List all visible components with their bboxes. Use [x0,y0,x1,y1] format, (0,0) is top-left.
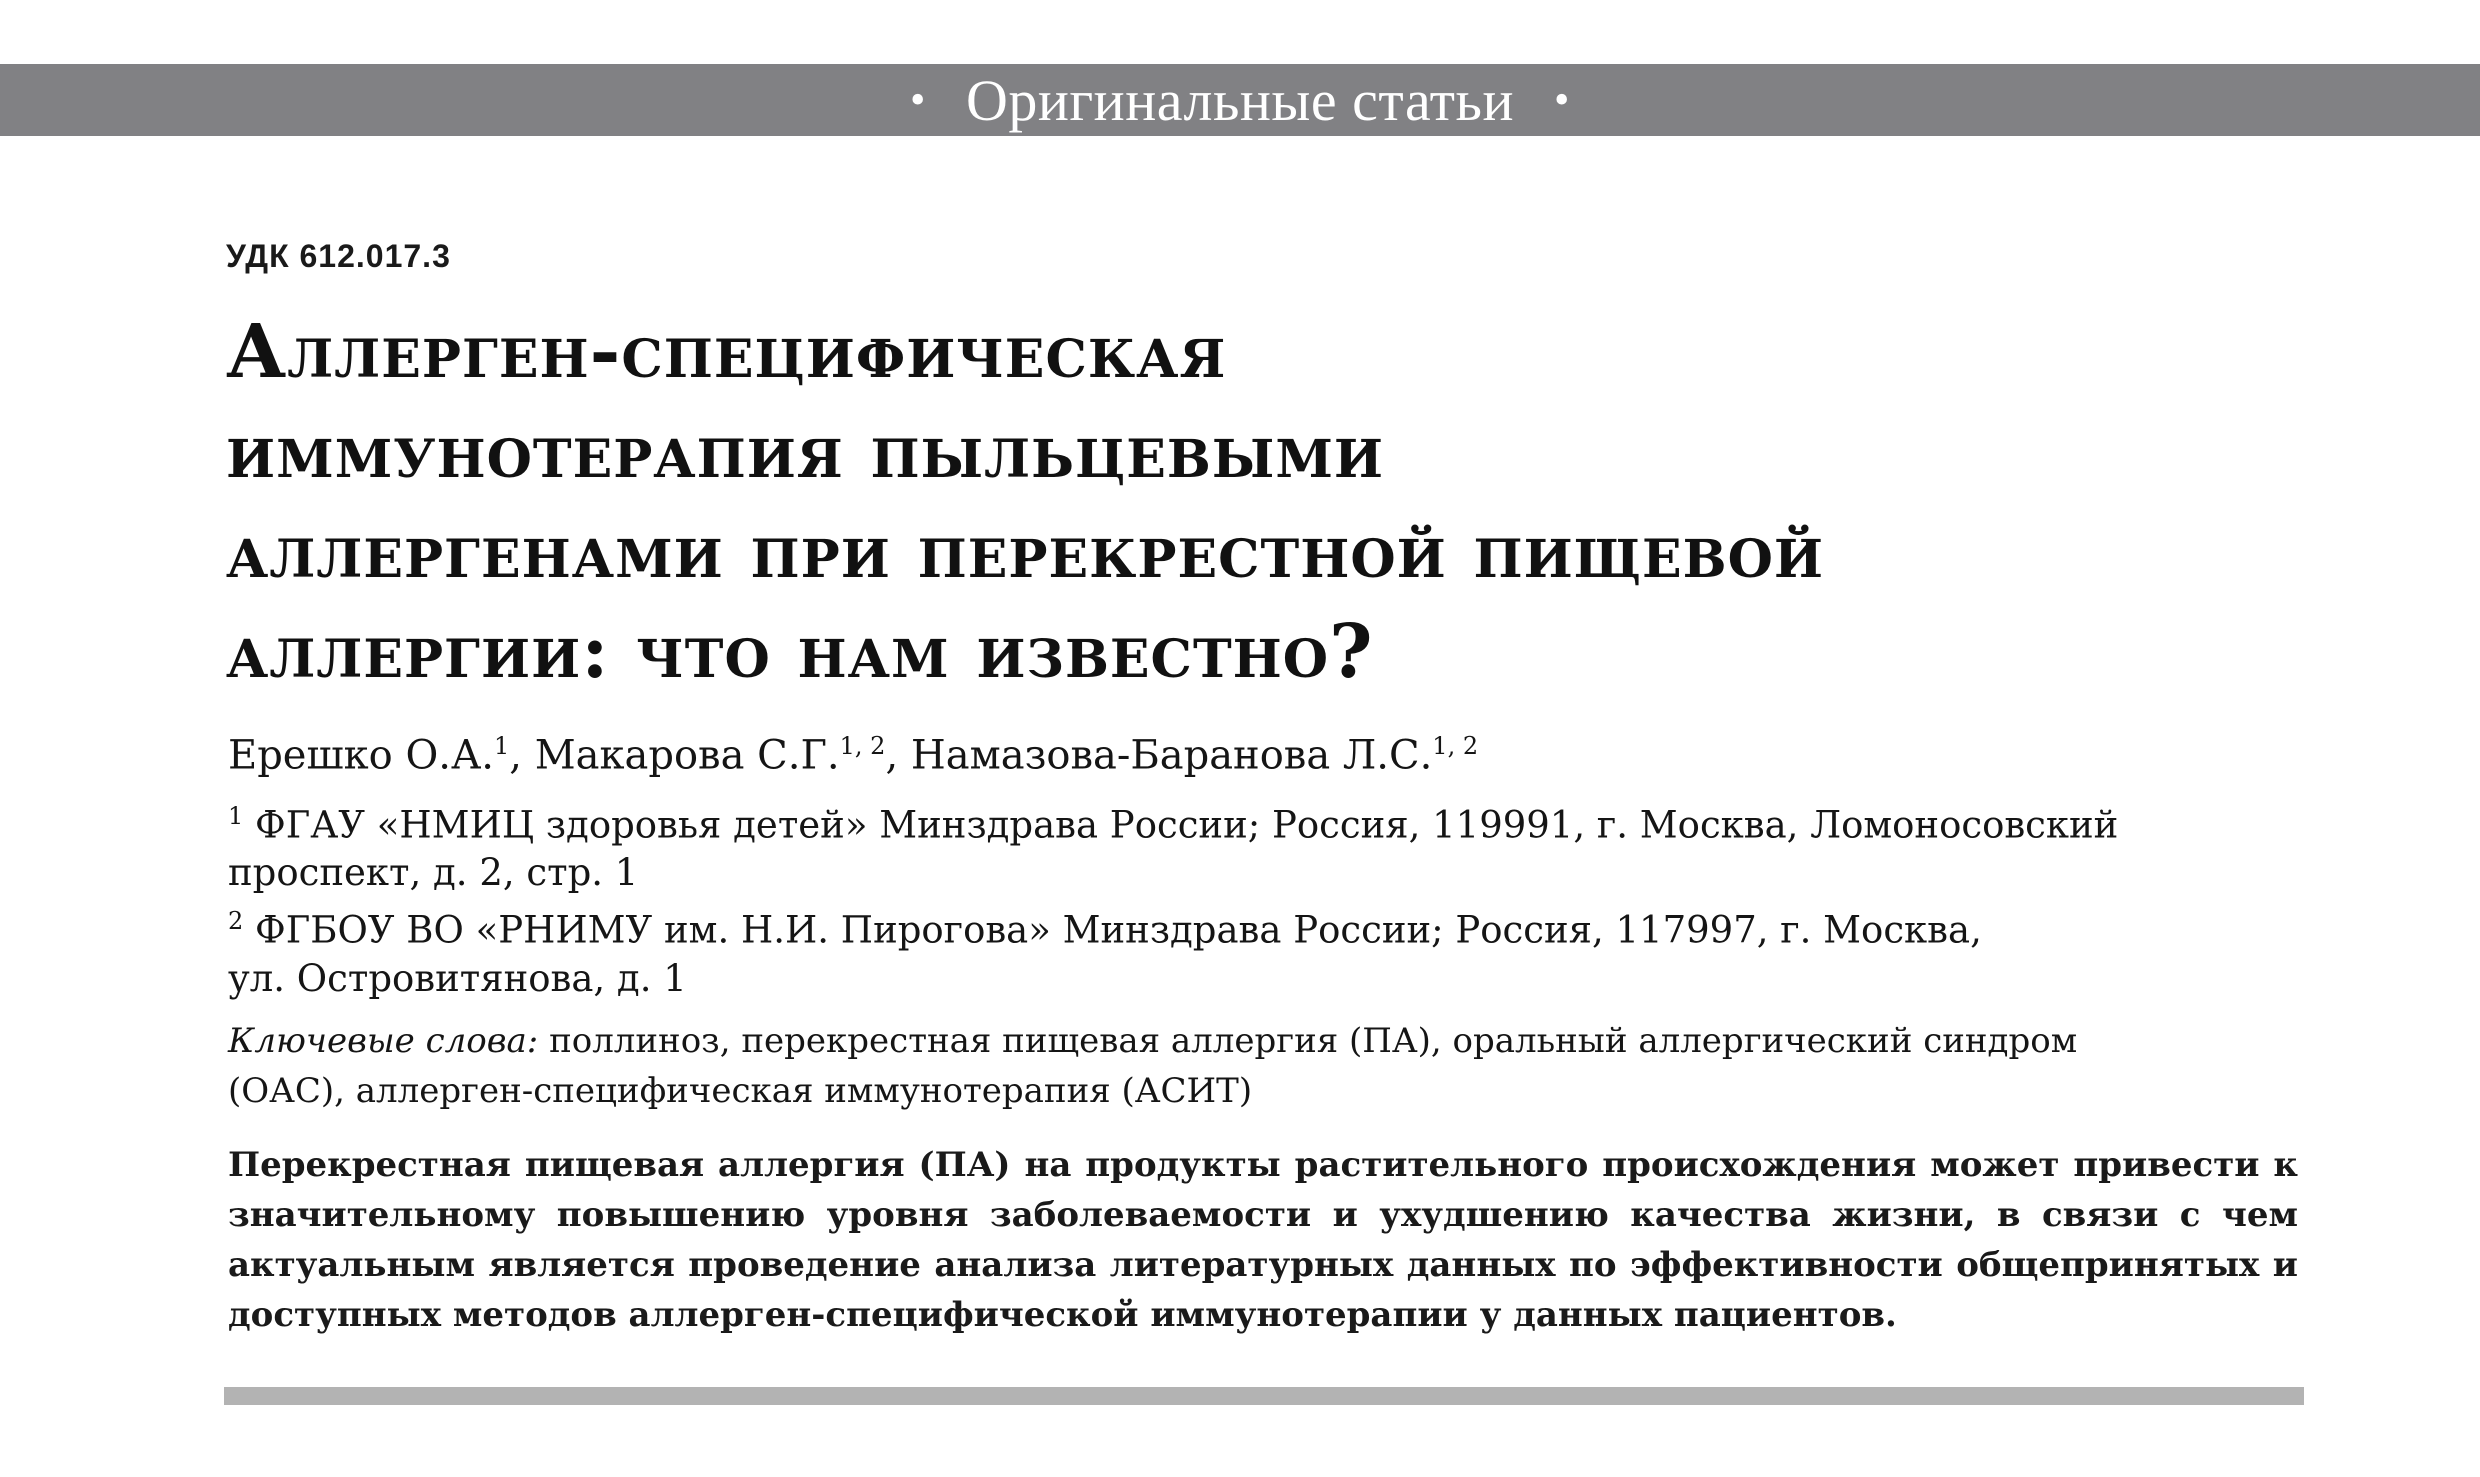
keywords-line: поллиноз, перекрестная пищевая аллергия (ПА), оральный аллергический синдром [549,1021,2078,1061]
abstract: Перекрестная пищевая аллергия (ПА) на продукты растительного происхождения может привести к значительному повышению уровня заболеваемости и ухудшению качества жизни, в связи с чем актуальным является проведение анализа литературных данных по эффективности общепринятых и доступных методов аллерген-специфической иммунотерапии у данных пациентов. [228,1145,2298,1335]
keywords-label: Ключевые слова: [228,1021,539,1061]
section-header-bar [0,64,2480,136]
bottom-divider [224,1387,2304,1405]
author-list [228,714,2328,787]
author-separator: , [885,732,911,779]
author-affiliation-ref: 1, 2 [839,732,886,760]
affiliation-item [228,792,2308,897]
author-name: Макарова С.Г. [534,732,840,779]
title-line: иммунотерапия пыльцевыми [226,409,1385,495]
affiliations [228,792,2308,1003]
section-title: Оригинальные статьи [965,67,1515,133]
bullet-right: • [1554,75,1570,124]
author-affiliation-ref: 1 [493,732,510,760]
title-line: Аллерген-специфическая [226,309,1227,395]
affiliation-number: 1 [228,802,244,830]
affiliation-item [228,897,2308,1002]
affiliation-line: ФГАУ «НМИЦ здоровья детей» Минздрава России; Россия, 119991, г. Москва, Ломоносовский [255,803,2119,847]
keywords-line: (ОАС), аллерген-специфическая иммунотерапия (АСИТ) [228,1071,1253,1111]
affiliation-number: 2 [228,907,244,936]
author-name: Намазова-Баранова Л.С. [910,732,1433,779]
affiliation-line: ФГБОУ ВО «РНИМУ им. Н.И. Пирогова» Минздрава России; Россия, 117997, г. Москва, [255,908,1982,952]
title-line: аллергии: что нам известно? [226,609,1374,695]
bullet-left: • [910,75,926,124]
affiliation-line: проспект, д. 2, стр. 1 [228,851,639,895]
udk-code: УДК 612.017.3 [226,238,451,274]
author-affiliation-ref: 1, 2 [1432,732,1479,760]
title-line: аллергенами при перекрестной пищевой [226,509,1825,595]
author-name: Ерешко О.А. [228,732,494,779]
article-title [226,302,2376,702]
affiliation-line: ул. Островитянова, д. 1 [228,956,687,1000]
author-separator: , [509,732,535,779]
keywords [228,1016,2308,1116]
